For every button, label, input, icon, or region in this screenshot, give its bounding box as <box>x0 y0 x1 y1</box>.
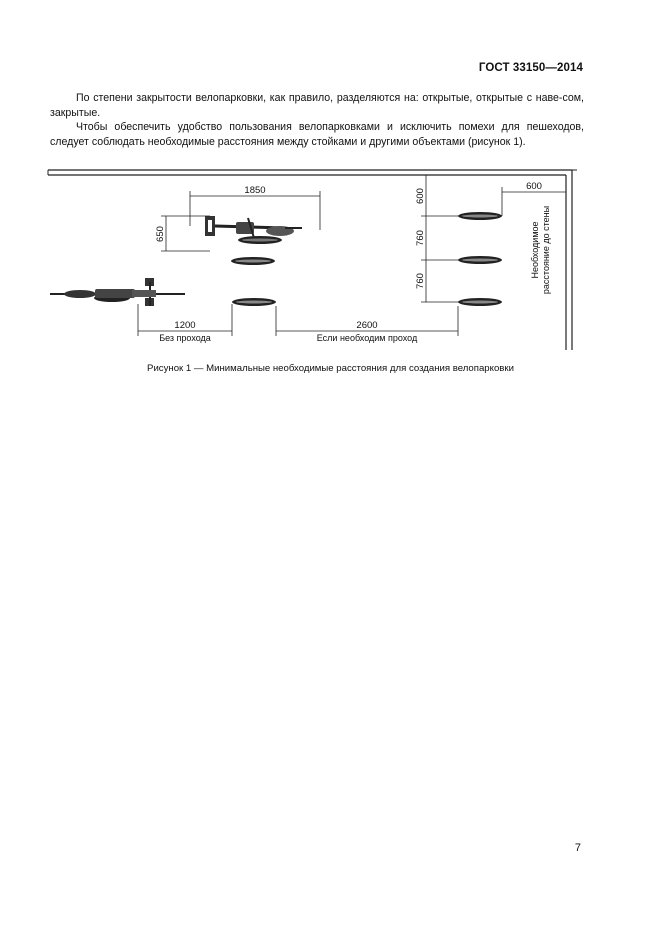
no-passage-label: Без прохода <box>159 333 211 343</box>
wall-distance-label-line1: Необходимое <box>530 221 540 279</box>
dim-600-right-label: 600 <box>526 181 542 192</box>
dim-760-b-label: 760 <box>415 273 426 289</box>
dim-600-top-label: 600 <box>415 188 426 204</box>
rack-stand-icon <box>458 256 502 264</box>
bike-lengthwise-icon <box>50 278 185 306</box>
dim-1850-label: 1850 <box>244 185 266 196</box>
paragraph-distances: Чтобы обеспечить удобство пользования велопарковками и исключить помехи для пешеходов, следует соблюдать необходимые расстояния между стойками и другими объектами (рисунок 1). <box>50 121 584 148</box>
bike-parking-figure <box>40 158 586 350</box>
dimension-right-column <box>421 175 460 302</box>
figure-caption: Рисунок 1 — Минимальные необходимые расстояния для создания велопарковки <box>147 363 514 374</box>
dimension-650 <box>161 216 210 251</box>
bike-perpendicular-icon <box>205 216 302 244</box>
paragraph-closure-types: По степени закрытости велопарковки, как правило, разделяются на: открытые, открытые с наве-сом, закрытые. <box>50 92 584 119</box>
dim-2600-label: 2600 <box>356 320 378 331</box>
dim-760-a-label: 760 <box>415 230 426 246</box>
page-number: 7 <box>574 842 581 854</box>
if-passage-label: Если необходим проход <box>316 333 418 343</box>
rack-stand-icon <box>458 212 502 220</box>
dim-1200-label: 1200 <box>174 320 196 331</box>
distance-diagram <box>40 158 586 350</box>
rack-stand-icon <box>232 298 276 306</box>
wall-distance-label-line2: расстояние до стены <box>541 205 551 295</box>
dim-650-label: 650 <box>155 226 166 242</box>
rack-stand-icon <box>458 298 502 306</box>
rack-stand-icon <box>231 257 275 265</box>
standard-number: ГОСТ 33150—2014 <box>478 62 583 74</box>
